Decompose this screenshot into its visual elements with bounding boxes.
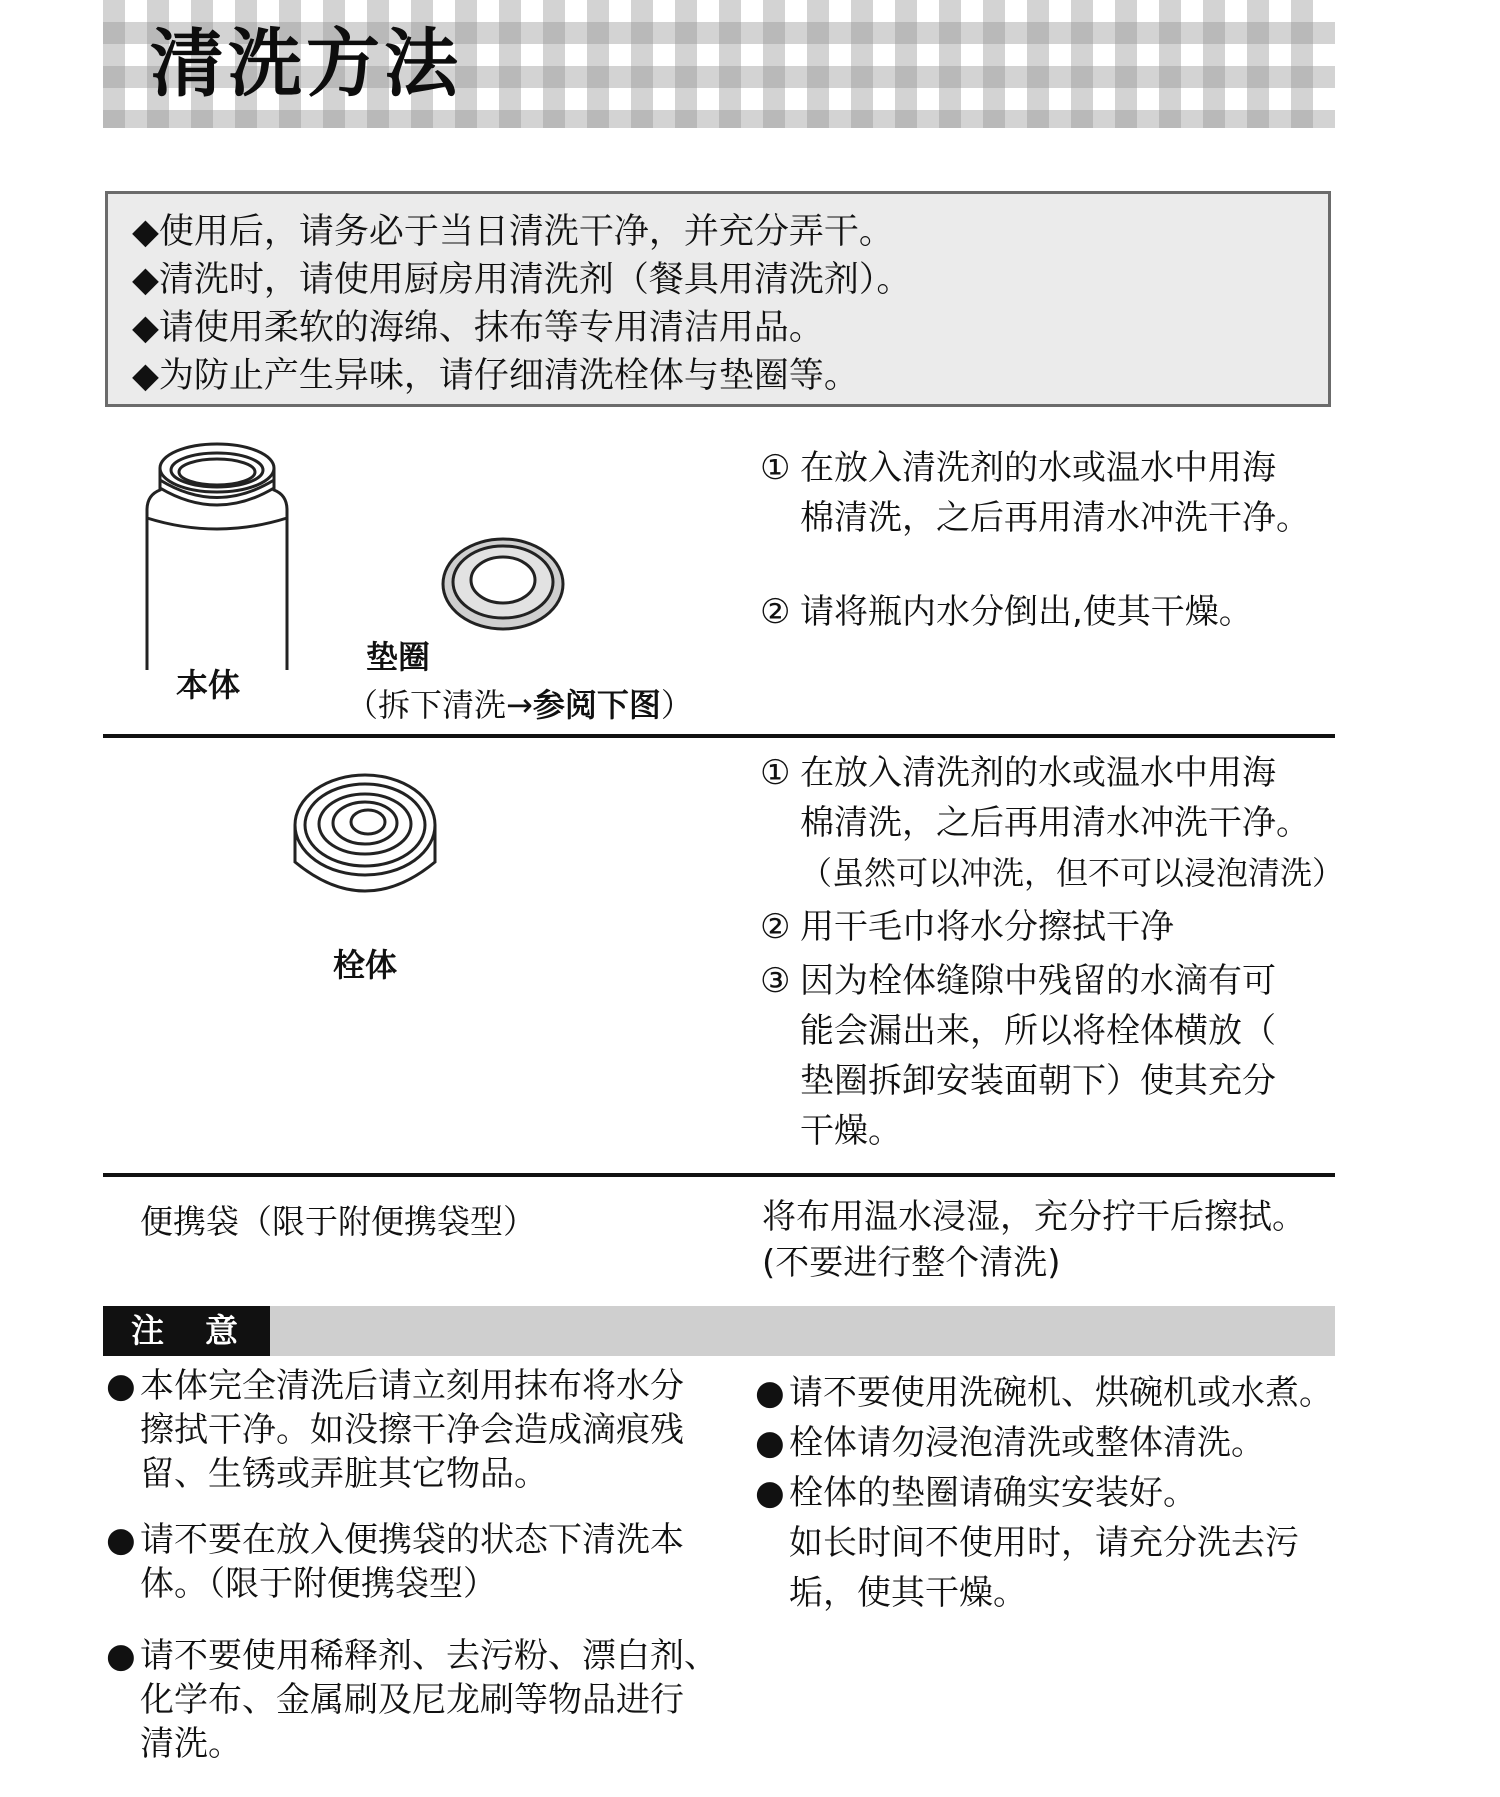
caution-note [755, 1368, 1333, 1418]
page-title: 清洗方法 [150, 21, 462, 107]
bag-line: 将布用温水浸湿，充分拧干后擦拭。 [762, 1197, 1306, 1237]
note-text: 本体完全清洗后请立刻用抹布将水分 [140, 1366, 684, 1406]
caution-note [106, 1634, 718, 1766]
intro-box [105, 191, 1331, 407]
body-label: 本体 [176, 666, 241, 704]
caution-right-column [755, 1368, 1333, 1618]
step-line: 垫圈拆卸安装面朝下）使其充分 [800, 1061, 1276, 1101]
gasket-illustration [440, 532, 570, 632]
step-text: 因为栓体缝隙中残留的水滴有可 [800, 961, 1276, 1001]
intro-line: ◆为防止产生异味，请仔细清洗栓体与垫圈等。 [132, 356, 859, 396]
bag-instructions [762, 1194, 1306, 1286]
gasket-label: 垫圈 [366, 638, 431, 676]
bullet-icon: ● [755, 1423, 785, 1463]
caution-note [755, 1468, 1333, 1618]
step-line [760, 587, 1310, 637]
caution-bar [103, 1306, 1335, 1356]
note-text: 清洗。 [140, 1724, 242, 1764]
step-line [760, 956, 1344, 1006]
caution-title: 注 意 [103, 1306, 270, 1356]
step-number: ② [760, 592, 791, 632]
step-line [760, 443, 1310, 493]
caution-note [755, 1418, 1333, 1468]
step-number: ② [760, 907, 791, 947]
bag-line: (不要进行整个清洗) [762, 1243, 1061, 1283]
section2-steps [760, 748, 1344, 1156]
bullet-icon: ● [106, 1636, 136, 1676]
section-divider [103, 734, 1335, 738]
step-line: （虽然可以冲洗，但不可以浸泡清洗） [800, 854, 1345, 892]
step-number: ① [760, 448, 791, 488]
step-line: 能会漏出来，所以将栓体横放（ [800, 1011, 1276, 1051]
note-text: 体。（限于附便携袋型） [140, 1564, 497, 1604]
bullet-icon: ● [106, 1366, 136, 1406]
step-line [760, 902, 1344, 952]
step-text: 在放入清洗剂的水或温水中用海 [800, 448, 1276, 488]
note-text: 栓体请勿浸泡清洗或整体清洗。 [789, 1423, 1265, 1463]
gasket-note-prefix: （拆下清洗→ [346, 686, 533, 724]
gasket-note-link: 参阅下图 [532, 686, 661, 724]
step-number: ① [760, 753, 791, 793]
step-line [760, 748, 1344, 798]
note-text: 垢，使其干燥。 [789, 1573, 1027, 1613]
gasket-note [346, 680, 693, 726]
stopper-illustration [290, 770, 440, 910]
note-text: 请不要使用洗碗机、烘碗机或水煮。 [789, 1373, 1333, 1413]
stopper-label: 栓体 [333, 946, 398, 984]
step-text: 请将瓶内水分倒出,使其干燥。 [800, 592, 1253, 632]
intro-line: ◆清洗时，请使用厨房用清洗剂（餐具用清洗剂）。 [132, 260, 912, 300]
step-text: 在放入清洗剂的水或温水中用海 [800, 753, 1276, 793]
caution-note [106, 1518, 718, 1606]
note-text: 栓体的垫圈请确实安装好。 [789, 1473, 1197, 1513]
note-text: 擦拭干净。如没擦干净会造成滴痕残 [140, 1410, 684, 1450]
bullet-icon: ● [106, 1520, 136, 1560]
gasket-note-suffix: ） [660, 686, 693, 724]
bottle-body-illustration [140, 440, 300, 670]
intro-line: ◆请使用柔软的海绵、抹布等专用清洁用品。 [132, 308, 824, 348]
section-divider [103, 1173, 1335, 1177]
step-line: 棉清洗，之后再用清水冲洗干净。 [800, 803, 1310, 843]
note-text: 留、生锈或弄脏其它物品。 [140, 1454, 548, 1494]
step-line: 干燥。 [800, 1111, 902, 1151]
note-text: 请不要在放入便携袋的状态下清洗本 [140, 1520, 684, 1560]
step-line: 棉清洗，之后再用清水冲洗干净。 [800, 498, 1310, 538]
note-text: 如长时间不使用时，请充分洗去污 [789, 1523, 1299, 1563]
caution-note [106, 1364, 718, 1496]
step-text: 用干毛巾将水分擦拭干净 [800, 907, 1174, 947]
note-text: 化学布、金属刷及尼龙刷等物品进行 [140, 1680, 684, 1720]
section1-steps [760, 443, 1310, 637]
bullet-icon: ● [755, 1373, 785, 1413]
bullet-icon: ● [755, 1473, 785, 1513]
intro-line: ◆使用后，请务必于当日清洗干净，并充分弄干。 [132, 212, 894, 252]
step-number: ③ [760, 961, 791, 1001]
caution-left-column [106, 1364, 718, 1766]
bag-label: 便携袋（限于附便携袋型） [140, 1202, 536, 1241]
note-text: 请不要使用稀释剂、去污粉、漂白剂、 [140, 1636, 718, 1676]
